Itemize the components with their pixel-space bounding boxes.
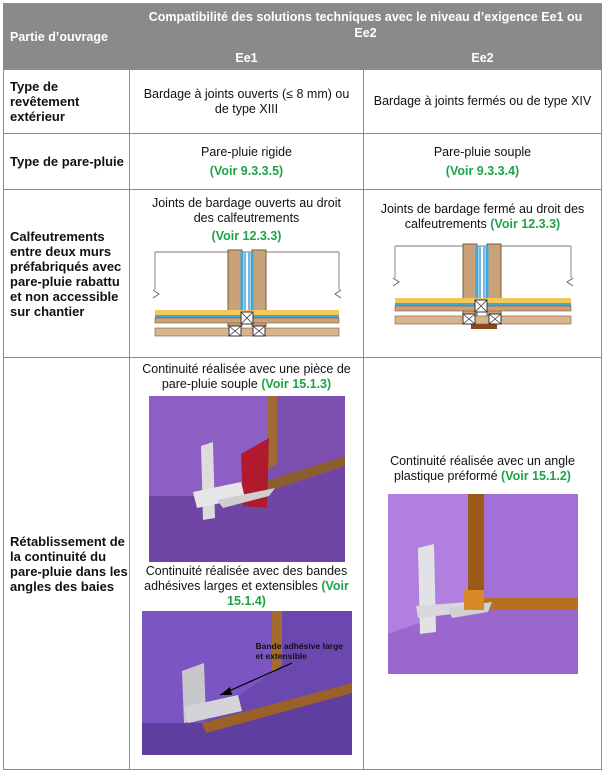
continuite-ee1-b-annotation: Bande adhésive large et extensible xyxy=(255,641,343,661)
continuite-ee1-a-text: Continuité réalisée avec une pièce de pare-pluie souple xyxy=(142,362,351,391)
continuite-ee2-ref: (Voir 15.1.2) xyxy=(501,468,571,483)
parepluie-ee2-ref: (Voir 9.3.3.4) xyxy=(445,163,520,178)
parepluie-ee2-text: Pare-pluie souple xyxy=(433,144,532,159)
parepluie-ee1-text: Pare-pluie rigide xyxy=(200,144,293,159)
header-part-label: Partie d’ouvrage xyxy=(10,29,108,44)
calfeutrement-ee1-ref: (Voir 12.3.3) xyxy=(211,229,282,243)
continuite-ee1-b-text: Continuité réalisée avec des bandes adhésives larges et extensibles xyxy=(144,564,348,593)
header-compat-title: Compatibilité des solutions techniques avec le niveau d’exigence Ee1 ou Ee2 xyxy=(148,9,583,40)
calfeutrement-ee2 xyxy=(364,190,602,358)
continuite-ee1-b-image xyxy=(142,611,352,755)
continuite-ee1-b-ref: (Voir 15.1.4) xyxy=(227,579,349,608)
continuite-ee2-image xyxy=(388,494,578,674)
parepluie-ee2 xyxy=(364,134,602,190)
compatibility-table xyxy=(3,3,602,770)
calfeutrement-ee2-text: Joints de bardage fermé au droit des calfeutrements xyxy=(380,202,585,231)
revetement-ee1: Bardage à joints ouverts (≤ 8 mm) ou de type XIII xyxy=(130,70,364,134)
parepluie-ee1-ref: (Voir 9.3.3.5) xyxy=(209,163,284,178)
continuite-ee2-text: Continuité réalisée avec un angle plastique préformé xyxy=(390,453,575,483)
header-ee1-label: Ee1 xyxy=(235,50,258,65)
revetement-ee2: Bardage à joints fermés ou de type XIV xyxy=(364,70,602,134)
header-compat xyxy=(130,4,602,46)
header-ee2 xyxy=(364,46,602,70)
calfeutrement-ee1-diagram xyxy=(149,244,345,342)
continuite-ee2 xyxy=(364,358,602,770)
calfeutrement-ee2-ref: (Voir 12.3.3) xyxy=(490,217,561,231)
calfeutrement-ee1 xyxy=(130,190,364,358)
header-part xyxy=(4,4,130,70)
header-ee2-label: Ee2 xyxy=(471,50,494,65)
parepluie-ee1 xyxy=(130,134,364,190)
row-revetement-label: Type de revêtement extérieur xyxy=(4,70,130,134)
calfeutrement-ee2-diagram xyxy=(389,238,577,338)
row-parepluie-label: Type de pare-pluie xyxy=(4,134,130,190)
continuite-ee1-a-ref: (Voir 15.1.3) xyxy=(261,377,332,391)
calfeutrement-ee1-text: Joints de bardage ouverts au droit des calfeutrements xyxy=(151,196,341,225)
row-calfeutrement-label: Calfeutrements entre deux murs préfabriqués avec pare-pluie rabattu et non accessible sur chantier xyxy=(4,190,130,358)
header-ee1 xyxy=(130,46,364,70)
row-continuite-label: Rétablissement de la continuité du pare-pluie dans les angles des baies xyxy=(4,358,130,770)
continuite-ee1 xyxy=(130,358,364,770)
continuite-ee1-a-image xyxy=(149,396,345,562)
